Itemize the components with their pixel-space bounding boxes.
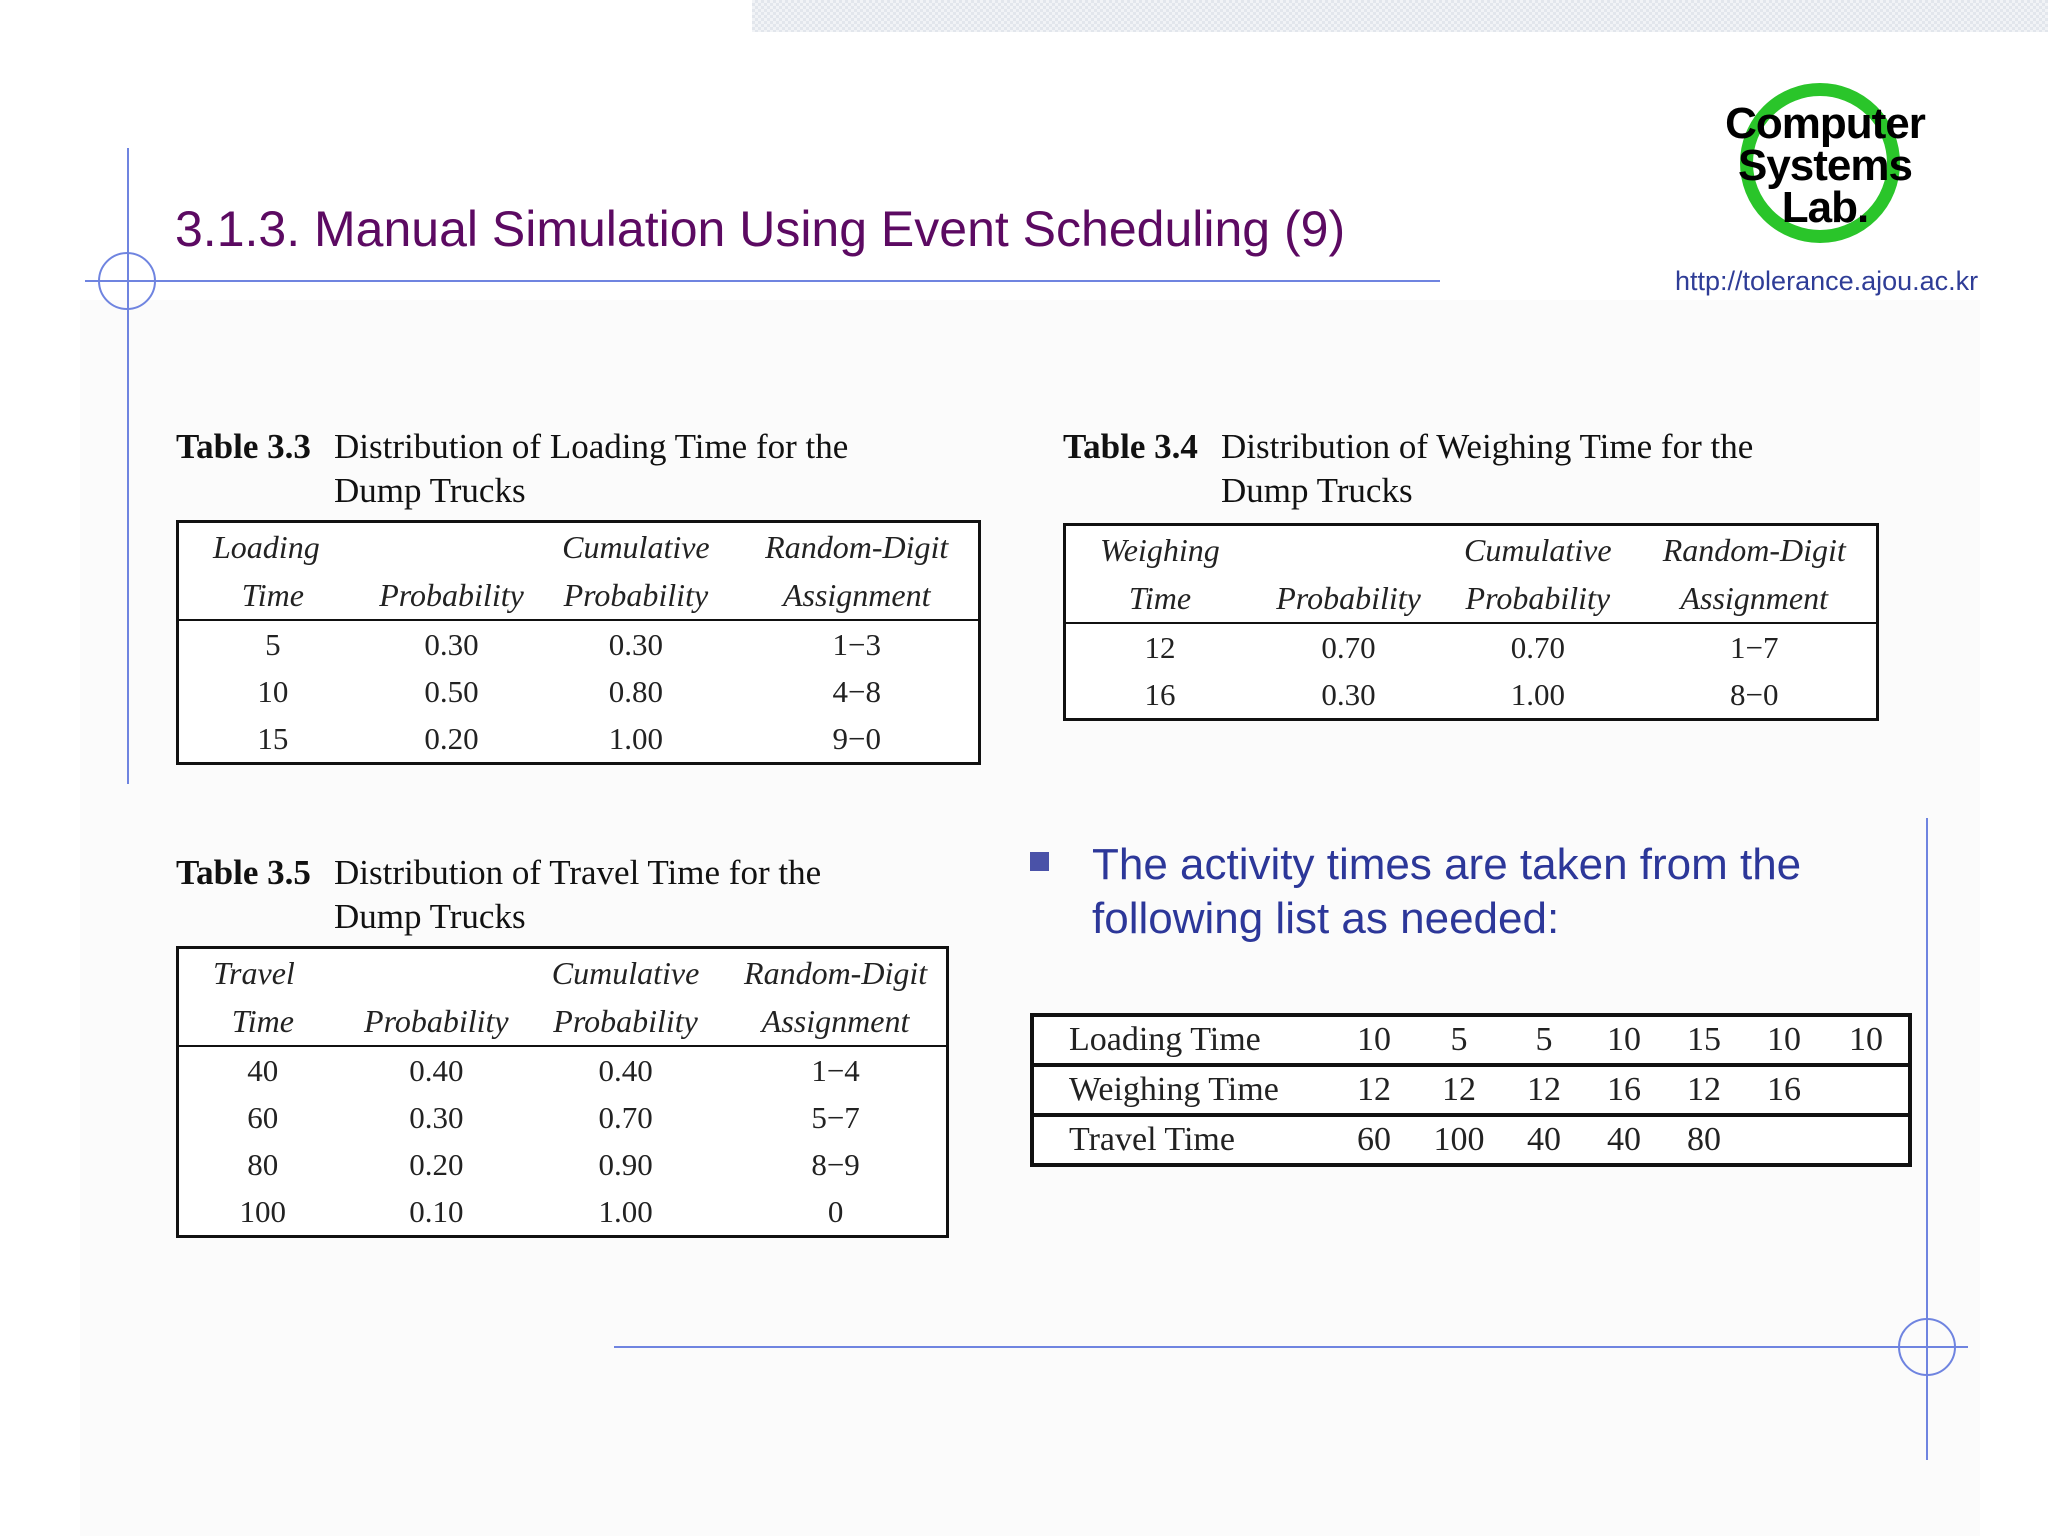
travel-time-table <box>176 946 949 1238</box>
table-number: Table 3.5 <box>176 853 311 892</box>
page-title: 3.1.3. Manual Simulation Using Event Scheduling (9) <box>175 201 1346 257</box>
table-cell: 0.90 <box>598 1146 653 1182</box>
table-cell: 5 <box>1414 1015 1504 1065</box>
bullet-square-icon <box>1030 852 1049 871</box>
table-cell: 0.20 <box>424 720 479 756</box>
header-cell <box>1254 525 1443 575</box>
header-cell: Time <box>1065 574 1254 623</box>
table-cell: 16 <box>1584 1065 1664 1115</box>
header-cell <box>367 522 537 572</box>
logo-line-1: Computer <box>1725 99 1925 148</box>
loading-time-table <box>176 520 981 765</box>
header-cell: Probability <box>1443 574 1632 623</box>
bottom-line <box>614 1346 1968 1348</box>
table-row <box>1032 1015 1910 1065</box>
table-cell: 16 <box>1144 676 1176 712</box>
title-underline <box>85 280 1440 282</box>
top-left-crosshair-circle <box>98 252 156 310</box>
table-cell: 40 <box>247 1052 279 1088</box>
header-cell: Random-Digit <box>1662 531 1846 568</box>
header-cell: Cumulative <box>551 954 700 991</box>
table-cell: 60 <box>1334 1115 1414 1165</box>
table-cell: 12 <box>1144 629 1176 665</box>
table-cell: 8−9 <box>811 1146 860 1182</box>
header-cell: Assignment <box>735 571 979 620</box>
table-cell: 40 <box>1504 1115 1584 1165</box>
table-cell: 0.40 <box>598 1052 653 1088</box>
table-cell: 10 <box>1334 1015 1414 1065</box>
header-cell: Weighing <box>1100 531 1220 568</box>
table-cell: 10 <box>1584 1015 1664 1065</box>
table-cell: 0.30 <box>424 626 479 662</box>
table-cell: 1.00 <box>598 1193 653 1229</box>
table-cell: 0.70 <box>1510 629 1565 665</box>
table-cell: 0.30 <box>409 1099 464 1135</box>
top-pattern-band <box>752 0 2048 32</box>
table-cell <box>1824 1115 1910 1165</box>
table-cell: 15 <box>257 720 289 756</box>
table-row <box>178 1141 948 1188</box>
table-cell: 10 <box>1744 1015 1824 1065</box>
header-cell: Probability <box>367 571 537 620</box>
table-cell: 1−3 <box>832 626 881 662</box>
header-cell: Cumulative <box>562 528 710 565</box>
caption-line: Distribution of Loading Time for the <box>334 427 849 466</box>
table-row <box>1032 1065 1910 1115</box>
table-cell <box>1744 1115 1824 1165</box>
table-cell: 0.50 <box>424 673 479 709</box>
table-cell: 0.30 <box>608 626 663 662</box>
table-row <box>178 1188 948 1237</box>
logo-line-3: Lab. <box>1781 183 1869 232</box>
table-number: Table 3.3 <box>176 427 311 466</box>
header-cell: Probability <box>536 571 735 620</box>
header-cell: Assignment <box>725 997 947 1046</box>
table-3-4-caption <box>1063 425 1753 513</box>
table-cell <box>1824 1065 1910 1115</box>
row-label: Weighing Time <box>1032 1065 1334 1115</box>
table-row <box>178 620 980 668</box>
header-cell: Probability <box>1254 574 1443 623</box>
table-cell: 4−8 <box>832 673 881 709</box>
header-cell: Assignment <box>1632 574 1877 623</box>
lab-url[interactable]: http://tolerance.ajou.ac.kr <box>1675 266 1979 296</box>
table-cell: 0.20 <box>409 1146 464 1182</box>
header-cell: Cumulative <box>1464 531 1612 568</box>
table-cell: 40 <box>1584 1115 1664 1165</box>
table-cell: 80 <box>247 1146 279 1182</box>
computer-systems-lab-logo <box>1690 78 1960 258</box>
table-cell: 10 <box>257 673 289 709</box>
weighing-time-table <box>1063 523 1879 721</box>
header-cell: Travel <box>213 954 295 991</box>
table-3-5-caption <box>176 851 821 939</box>
table-cell: 80 <box>1664 1115 1744 1165</box>
table-cell: 100 <box>239 1193 287 1229</box>
table-number: Table 3.4 <box>1063 427 1198 466</box>
table-cell: 0.70 <box>1321 629 1376 665</box>
table-cell: 16 <box>1744 1065 1824 1115</box>
caption-line: Dump Trucks <box>334 897 526 936</box>
header-cell: Loading <box>213 528 320 565</box>
logo-line-2: Systems <box>1737 141 1912 190</box>
table-cell: 60 <box>247 1099 279 1135</box>
table-row <box>1032 1115 1910 1165</box>
table-cell: 12 <box>1334 1065 1414 1115</box>
bullet-text: The activity times are taken from the following list as needed: <box>1092 840 1802 943</box>
table-cell: 12 <box>1414 1065 1504 1115</box>
table-row <box>178 1046 948 1094</box>
row-label: Travel Time <box>1032 1115 1334 1165</box>
header-cell: Probability <box>526 997 725 1046</box>
caption-line: Dump Trucks <box>1221 471 1413 510</box>
table-cell: 5−7 <box>811 1099 860 1135</box>
table-row <box>178 1094 948 1141</box>
header-cell <box>347 948 526 998</box>
table-cell: 1.00 <box>608 720 663 756</box>
caption-line: Distribution of Travel Time for the <box>334 853 822 892</box>
table-cell: 9−0 <box>832 720 881 756</box>
row-label: Loading Time <box>1032 1015 1334 1065</box>
header-cell: Random-Digit <box>744 954 928 991</box>
header-cell: Time <box>178 997 347 1046</box>
left-vertical-line <box>127 148 129 784</box>
table-cell: 1−4 <box>811 1052 860 1088</box>
table-cell: 10 <box>1824 1015 1910 1065</box>
header-cell: Time <box>178 571 367 620</box>
table-3-3-caption <box>176 425 848 513</box>
table-cell: 0.70 <box>598 1099 653 1135</box>
table-row <box>1065 623 1878 671</box>
bottom-right-crosshair-circle <box>1898 1318 1956 1376</box>
header-cell: Random-Digit <box>765 528 949 565</box>
table-cell: 12 <box>1664 1065 1744 1115</box>
table-cell: 0.40 <box>409 1052 464 1088</box>
table-cell: 12 <box>1504 1065 1584 1115</box>
table-cell: 8−0 <box>1729 676 1779 712</box>
activity-times-list <box>1030 1013 1912 1167</box>
caption-line: Dump Trucks <box>334 471 526 510</box>
table-row <box>178 715 980 764</box>
table-cell: 15 <box>1664 1015 1744 1065</box>
table-cell: 5 <box>265 626 281 662</box>
table-cell: 0.80 <box>608 673 663 709</box>
caption-line: Distribution of Weighing Time for the <box>1221 427 1754 466</box>
table-cell: 0.10 <box>409 1193 464 1229</box>
table-cell: 1.00 <box>1510 676 1565 712</box>
header-cell: Probability <box>347 997 526 1046</box>
table-cell: 100 <box>1414 1115 1504 1165</box>
table-cell: 0 <box>827 1193 844 1229</box>
table-cell: 5 <box>1504 1015 1584 1065</box>
table-row <box>1065 671 1878 720</box>
table-row <box>178 668 980 715</box>
table-cell: 0.30 <box>1321 676 1376 712</box>
table-cell: 1−7 <box>1729 629 1779 665</box>
